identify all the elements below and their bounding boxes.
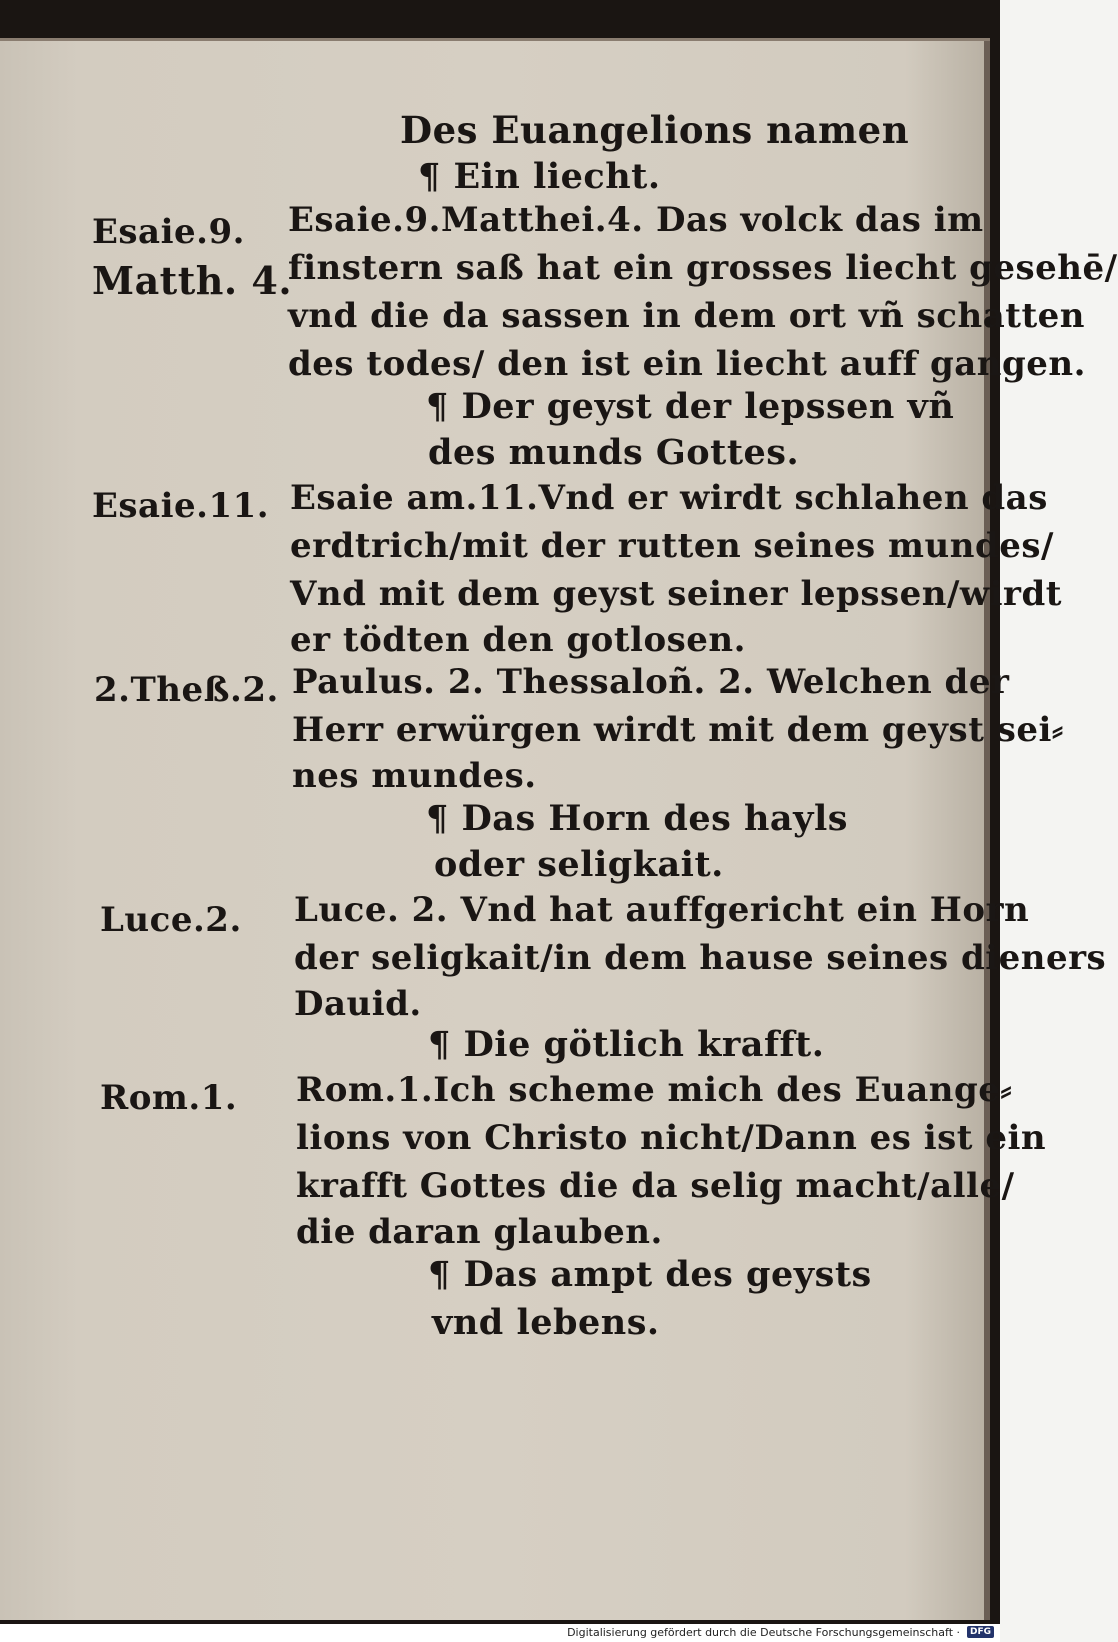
margin-note: Esaie.11. (92, 486, 270, 526)
running-head: Des Euangelions namen (400, 108, 910, 152)
body-line: Esaie.9.Matthei.4. Das volck das im (288, 200, 984, 240)
body-line: krafft Gottes die da selig macht/alle/ (296, 1166, 1015, 1206)
body-line: Paulus. 2. Thessaloñ. 2. Welchen der (292, 662, 1010, 702)
body-line: Vnd mit dem geyst seiner lepssen/wirdt (290, 574, 1062, 614)
dfg-logo: DFG (967, 1626, 994, 1638)
body-line: die daran glauben. (296, 1212, 663, 1252)
body-line: Herr erwürgen wirdt mit dem geyst sei⸗ (292, 710, 1064, 750)
section-heading-ampt-line2: vnd lebens. (432, 1302, 660, 1343)
body-line: nes mundes. (292, 756, 537, 796)
section-heading-geyst-line2: des munds Gottes. (428, 432, 800, 473)
section-heading-krafft: ¶ Die götlich krafft. (428, 1024, 825, 1065)
margin-note: Rom.1. (100, 1078, 238, 1118)
page-top-edge (0, 38, 990, 41)
body-line: er tödten den gotlosen. (290, 620, 746, 660)
body-line: der seligkait/in dem hause seines dieners (294, 938, 1107, 978)
body-line: Luce. 2. Vnd hat auffgericht ein Horn (294, 890, 1030, 930)
section-heading-horn-line2: oder seligkait. (434, 844, 724, 885)
margin-note: Esaie.9. (92, 212, 245, 252)
body-line: erdtrich/mit der rutten seines mundes/ (290, 526, 1054, 566)
body-line: des todes/ den ist ein liecht auff gangen. (288, 344, 1086, 384)
margin-note: Matth. 4. (92, 258, 293, 303)
section-heading-ein-liecht: ¶ Ein liecht. (418, 156, 661, 197)
body-line: finstern saß hat ein grosses liecht gesehē/ (288, 248, 1118, 288)
section-heading-ampt: ¶ Das ampt des geysts (428, 1254, 872, 1295)
body-line: vnd die da sassen in dem ort vñ schatten (288, 296, 1086, 336)
section-heading-geyst: ¶ Der geyst der lepssen vñ (426, 386, 955, 427)
body-line: Esaie am.11.Vnd er wirdt schlahen das (290, 478, 1048, 518)
body-line: Dauid. (294, 984, 422, 1024)
section-heading-horn: ¶ Das Horn des hayls (426, 798, 848, 839)
body-line: Rom.1.Ich scheme mich des Euange⸗ (296, 1070, 1013, 1110)
margin-note: 2.Theß.2. (94, 670, 279, 710)
footer-credit: Digitalisierung gefördert durch die Deutsche Forschungsgemeinschaft · (567, 1626, 960, 1639)
body-line: lions von Christo nicht/Dann es ist ein (296, 1118, 1047, 1158)
margin-note: Luce.2. (100, 900, 242, 940)
